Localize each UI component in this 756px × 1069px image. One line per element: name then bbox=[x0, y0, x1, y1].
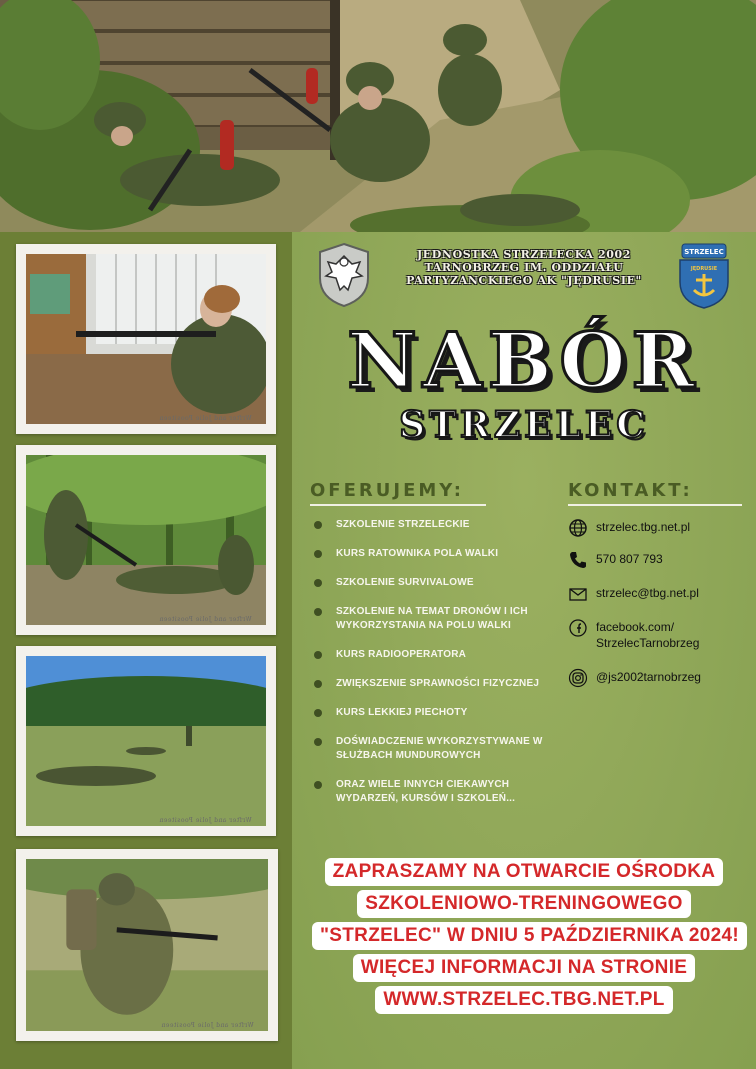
envelope-icon bbox=[568, 584, 588, 604]
unit-name bbox=[384, 248, 664, 287]
photo-column bbox=[0, 232, 292, 1069]
photo-field-prone bbox=[16, 646, 276, 836]
website-link[interactable]: strzelec.tbg.net.pl bbox=[596, 520, 691, 534]
unit-name-line1: JEDNOSTKA STRZELECKA 2002 bbox=[416, 248, 632, 261]
photo-caption: Wrfter and Jolie Poositeen bbox=[159, 616, 252, 623]
photo-shooting-range bbox=[16, 244, 276, 434]
instagram-handle[interactable]: @js2002tarnobrzeg bbox=[596, 670, 701, 684]
invitation-banner bbox=[312, 858, 739, 1018]
phone-number[interactable]: 570 807 793 bbox=[596, 552, 663, 566]
info-panel bbox=[292, 232, 756, 1069]
globe-icon bbox=[568, 518, 588, 538]
invitation-line: WIĘCEJ INFORMACJI NA STRONIE bbox=[353, 954, 696, 982]
offer-heading-underline bbox=[310, 504, 486, 506]
unit-name-line3: PARTYZANCKIEGO AK "JĘDRUSIE" bbox=[406, 274, 642, 287]
photo-caption: Wrfter and Jolie Poositeen bbox=[159, 817, 252, 824]
facebook-icon bbox=[568, 618, 588, 638]
photo-caption: Wrfter and Jolie Poositeen bbox=[161, 1022, 254, 1029]
invitation-line: SZKOLENIOWO-TRENINGOWEGO bbox=[357, 890, 691, 918]
facebook-link[interactable] bbox=[596, 619, 756, 651]
contact-heading-underline bbox=[568, 504, 742, 506]
email-link[interactable]: strzelec@tbg.net.pl bbox=[596, 586, 699, 600]
badge-label-strzelec: STRZELEC bbox=[684, 248, 724, 256]
photo-kneeling-soldier bbox=[16, 849, 278, 1041]
photo-forest-casualty bbox=[16, 445, 276, 635]
hero-photo-trench bbox=[0, 0, 756, 232]
facebook-link-line1: facebook.com/ bbox=[596, 620, 675, 634]
strzelec-badge-icon bbox=[676, 242, 732, 310]
headline-title: NABÓR bbox=[347, 316, 701, 405]
photo-caption: Wrfter and Jolie Poositeen bbox=[159, 415, 252, 422]
badge-label-jedrusie: JĘDRUSIE bbox=[690, 266, 718, 272]
eagle-emblem-icon bbox=[316, 242, 372, 308]
contact-heading: KONTAKT: bbox=[568, 480, 693, 501]
invitation-line: ZAPRASZAMY NA OTWARCIE OŚRODKA bbox=[325, 858, 724, 886]
unit-name-line2: TARNOBRZEG IM. ODDZIAŁU bbox=[424, 261, 624, 274]
list-item: KURS RATOWNIKA POLA WALKI bbox=[312, 547, 552, 561]
invitation-website-link[interactable]: WWW.STRZELEC.TBG.NET.PL bbox=[375, 986, 672, 1014]
invitation-line: "STRZELEC" W DNIU 5 PAŹDZIERNIKA 2024! bbox=[312, 922, 747, 950]
list-item: KURS RADIOOPERATORA bbox=[312, 648, 552, 662]
headline-subtitle: STRZELEC bbox=[399, 404, 649, 446]
list-item: ZWIĘKSZENIE SPRAWNOŚCI FIZYCZNEJ bbox=[312, 677, 552, 691]
offer-list bbox=[312, 518, 552, 806]
facebook-link-line2: StrzelecTarnobrzeg bbox=[596, 636, 700, 650]
offer-heading: OFERUJEMY: bbox=[310, 480, 464, 501]
list-item: DOŚWIADCZENIE WYKORZYSTYWANE W SŁUŻBACH MUNDUROWYCH bbox=[312, 735, 552, 763]
list-item: SZKOLENIE STRZELECKIE bbox=[312, 518, 552, 532]
phone-icon bbox=[568, 550, 588, 570]
list-item: SZKOLENIE SURVIVALOWE bbox=[312, 576, 552, 590]
instagram-icon bbox=[568, 668, 588, 688]
list-item: SZKOLENIE NA TEMAT DRONÓW I ICH WYKORZYSTANIA NA POLU WALKI bbox=[312, 605, 552, 633]
list-item: KURS LEKKIEJ PIECHOTY bbox=[312, 706, 552, 720]
list-item: ORAZ WIELE INNYCH CIEKAWYCH WYDARZEŃ, KURSÓW I SZKOLEŃ... bbox=[312, 778, 552, 806]
